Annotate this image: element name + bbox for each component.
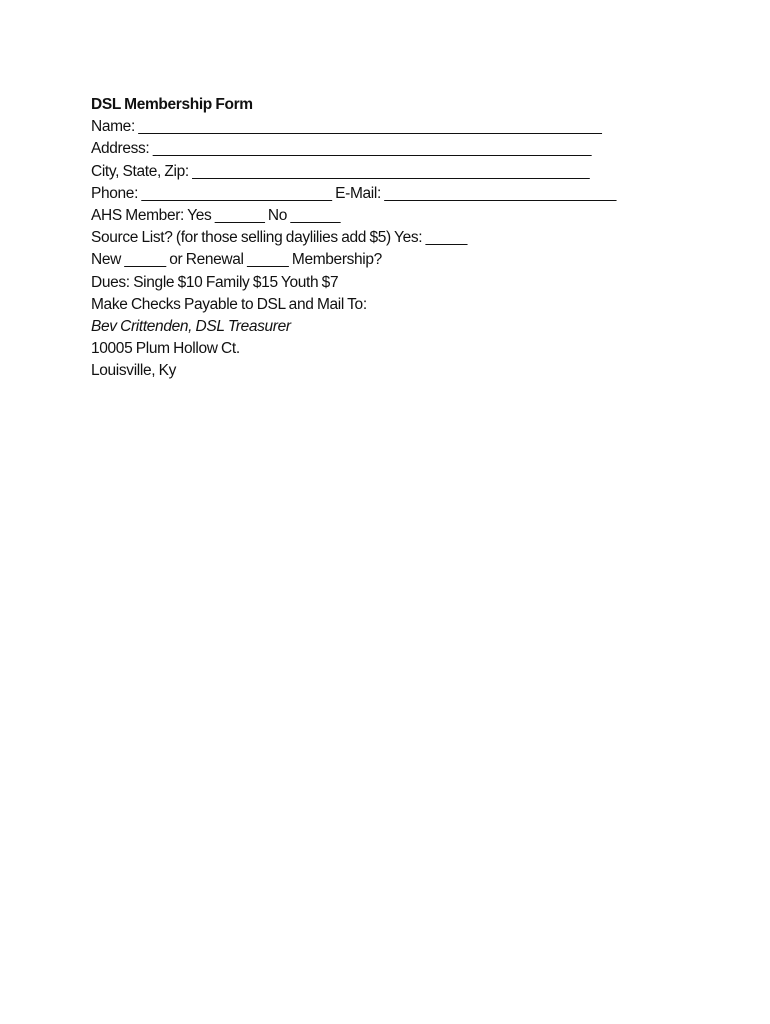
mailing-street: 10005 Plum Hollow Ct. — [91, 340, 240, 358]
address-field-line: Address: _____________________________________________________ — [91, 140, 592, 158]
mail-instructions-text: Make Checks Payable to DSL and Mail To: — [91, 295, 367, 313]
mailing-city: Louisville, Ky — [91, 362, 177, 380]
new-renewal-field-line: New _____ or Renewal _____ Membership? — [91, 251, 382, 269]
phone-email-field-line: Phone: _______________________ E-Mail: ____________________________ — [91, 184, 616, 202]
membership-form — [91, 94, 741, 382]
form-title: DSL Membership Form — [91, 96, 253, 113]
treasurer-name: Bev Crittenden, DSL Treasurer — [91, 317, 291, 335]
ahs-member-field-line: AHS Member: Yes ______ No ______ — [91, 206, 341, 224]
name-field-line: Name: ________________________________________________________ — [91, 118, 602, 136]
city-state-zip-field-line: City, State, Zip: ________________________________________________ — [91, 162, 590, 180]
source-list-field-line: Source List? (for those selling daylilies add $5) Yes: _____ — [91, 229, 468, 247]
dues-text: Dues: Single $10 Family $15 Youth $7 — [91, 273, 339, 291]
